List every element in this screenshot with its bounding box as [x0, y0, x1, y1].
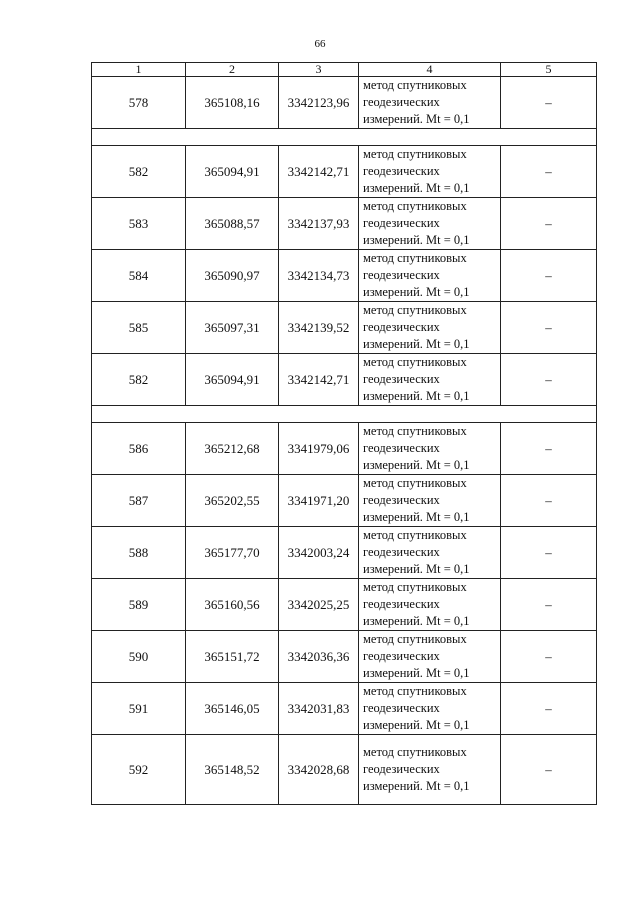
coord-y: 3342031,83 — [279, 683, 359, 735]
coord-y: 3342139,52 — [279, 302, 359, 354]
coord-y: 3342134,73 — [279, 250, 359, 302]
method-description-line: измерений. Mt = 0,1 — [363, 562, 470, 576]
empty-value-dash: – — [501, 631, 597, 683]
coord-x: 365088,57 — [186, 198, 279, 250]
method-description-line: геодезических — [363, 493, 440, 507]
coord-y: 3341979,06 — [279, 423, 359, 475]
point-number: 583 — [92, 198, 186, 250]
table-row — [92, 475, 597, 527]
empty-value-dash: – — [501, 475, 597, 527]
method-description — [359, 631, 501, 683]
table-row — [92, 354, 597, 406]
empty-value-dash: – — [501, 683, 597, 735]
method-description — [359, 198, 501, 250]
method-description-line: геодезических — [363, 95, 440, 109]
separator-row — [92, 129, 597, 146]
method-description-line: геодезических — [363, 649, 440, 663]
table-row — [92, 527, 597, 579]
method-description-line: метод спутниковых — [363, 745, 467, 759]
point-number: 592 — [92, 735, 186, 805]
coord-x: 365097,31 — [186, 302, 279, 354]
method-description-line: измерений. Mt = 0,1 — [363, 389, 470, 403]
empty-value-dash: – — [501, 77, 597, 129]
empty-value-dash: – — [501, 735, 597, 805]
method-description-line: метод спутниковых — [363, 424, 467, 438]
method-description — [359, 146, 501, 198]
method-description-line: измерений. Mt = 0,1 — [363, 181, 470, 195]
method-description-line: геодезических — [363, 372, 440, 386]
method-description-line: метод спутниковых — [363, 476, 467, 490]
empty-value-dash: – — [501, 198, 597, 250]
empty-value-dash: – — [501, 579, 597, 631]
coord-x: 365212,68 — [186, 423, 279, 475]
method-description-line: измерений. Mt = 0,1 — [363, 666, 470, 680]
method-description-line: геодезических — [363, 701, 440, 715]
method-description-line: измерений. Mt = 0,1 — [363, 112, 470, 126]
point-number: 582 — [92, 146, 186, 198]
coord-y: 3342137,93 — [279, 198, 359, 250]
coordinates-table — [91, 62, 597, 805]
header-cell: 2 — [186, 63, 279, 77]
method-description-line: измерений. Mt = 0,1 — [363, 285, 470, 299]
coord-x: 365148,52 — [186, 735, 279, 805]
method-description-line: метод спутниковых — [363, 580, 467, 594]
empty-value-dash: – — [501, 302, 597, 354]
header-row — [92, 63, 597, 77]
separator-row — [92, 406, 597, 423]
method-description — [359, 579, 501, 631]
point-number: 591 — [92, 683, 186, 735]
table-row — [92, 423, 597, 475]
method-description-line: измерений. Mt = 0,1 — [363, 510, 470, 524]
point-number: 585 — [92, 302, 186, 354]
point-number: 586 — [92, 423, 186, 475]
coord-x: 365094,91 — [186, 354, 279, 406]
method-description — [359, 475, 501, 527]
coord-y: 3342028,68 — [279, 735, 359, 805]
method-description-line: метод спутниковых — [363, 303, 467, 317]
method-description-line: метод спутниковых — [363, 355, 467, 369]
coord-y: 3342036,36 — [279, 631, 359, 683]
point-number: 578 — [92, 77, 186, 129]
method-description-line: геодезических — [363, 545, 440, 559]
method-description-line: геодезических — [363, 320, 440, 334]
empty-value-dash: – — [501, 354, 597, 406]
table-row — [92, 198, 597, 250]
header-cell: 4 — [359, 63, 501, 77]
method-description-line: измерений. Mt = 0,1 — [363, 337, 470, 351]
coord-y: 3342003,24 — [279, 527, 359, 579]
method-description — [359, 302, 501, 354]
point-number: 590 — [92, 631, 186, 683]
coord-x: 365177,70 — [186, 527, 279, 579]
method-description-line: измерений. Mt = 0,1 — [363, 718, 470, 732]
table-row — [92, 683, 597, 735]
empty-value-dash: – — [501, 146, 597, 198]
method-description — [359, 354, 501, 406]
method-description-line: метод спутниковых — [363, 251, 467, 265]
coord-x: 365108,16 — [186, 77, 279, 129]
method-description-line: геодезических — [363, 762, 440, 776]
table-row — [92, 77, 597, 129]
separator-cell — [92, 129, 597, 146]
coord-x: 365151,72 — [186, 631, 279, 683]
method-description-line: геодезических — [363, 597, 440, 611]
method-description-line: измерений. Mt = 0,1 — [363, 458, 470, 472]
empty-value-dash: – — [501, 250, 597, 302]
empty-value-dash: – — [501, 423, 597, 475]
method-description — [359, 423, 501, 475]
method-description — [359, 683, 501, 735]
coord-x: 365090,97 — [186, 250, 279, 302]
point-number: 588 — [92, 527, 186, 579]
coord-y: 3342142,71 — [279, 354, 359, 406]
empty-value-dash: – — [501, 527, 597, 579]
method-description-line: метод спутниковых — [363, 632, 467, 646]
method-description-line: измерений. Mt = 0,1 — [363, 233, 470, 247]
point-number: 589 — [92, 579, 186, 631]
table-row — [92, 250, 597, 302]
point-number: 584 — [92, 250, 186, 302]
method-description-line: геодезических — [363, 164, 440, 178]
method-description-line: геодезических — [363, 268, 440, 282]
method-description — [359, 250, 501, 302]
table-row — [92, 302, 597, 354]
table-row — [92, 631, 597, 683]
table-row — [92, 735, 597, 805]
coord-y: 3342025,25 — [279, 579, 359, 631]
header-cell: 3 — [279, 63, 359, 77]
coord-x: 365094,91 — [186, 146, 279, 198]
method-description-line: геодезических — [363, 216, 440, 230]
point-number: 587 — [92, 475, 186, 527]
separator-cell — [92, 406, 597, 423]
coord-x: 365146,05 — [186, 683, 279, 735]
coord-y: 3342142,71 — [279, 146, 359, 198]
table-row — [92, 146, 597, 198]
method-description-line: метод спутниковых — [363, 78, 467, 92]
page-number: 66 — [314, 38, 326, 50]
coord-x: 365202,55 — [186, 475, 279, 527]
method-description-line: метод спутниковых — [363, 147, 467, 161]
method-description — [359, 735, 501, 805]
method-description — [359, 77, 501, 129]
method-description-line: метод спутниковых — [363, 684, 467, 698]
method-description-line: геодезических — [363, 441, 440, 455]
table-body — [92, 63, 597, 805]
method-description-line: метод спутниковых — [363, 199, 467, 213]
method-description-line: метод спутниковых — [363, 528, 467, 542]
method-description-line: измерений. Mt = 0,1 — [363, 614, 470, 628]
coord-x: 365160,56 — [186, 579, 279, 631]
method-description-line: измерений. Mt = 0,1 — [363, 779, 470, 793]
header-cell: 1 — [92, 63, 186, 77]
coord-y: 3341971,20 — [279, 475, 359, 527]
point-number: 582 — [92, 354, 186, 406]
coord-y: 3342123,96 — [279, 77, 359, 129]
method-description — [359, 527, 501, 579]
table-row — [92, 579, 597, 631]
header-cell: 5 — [501, 63, 597, 77]
